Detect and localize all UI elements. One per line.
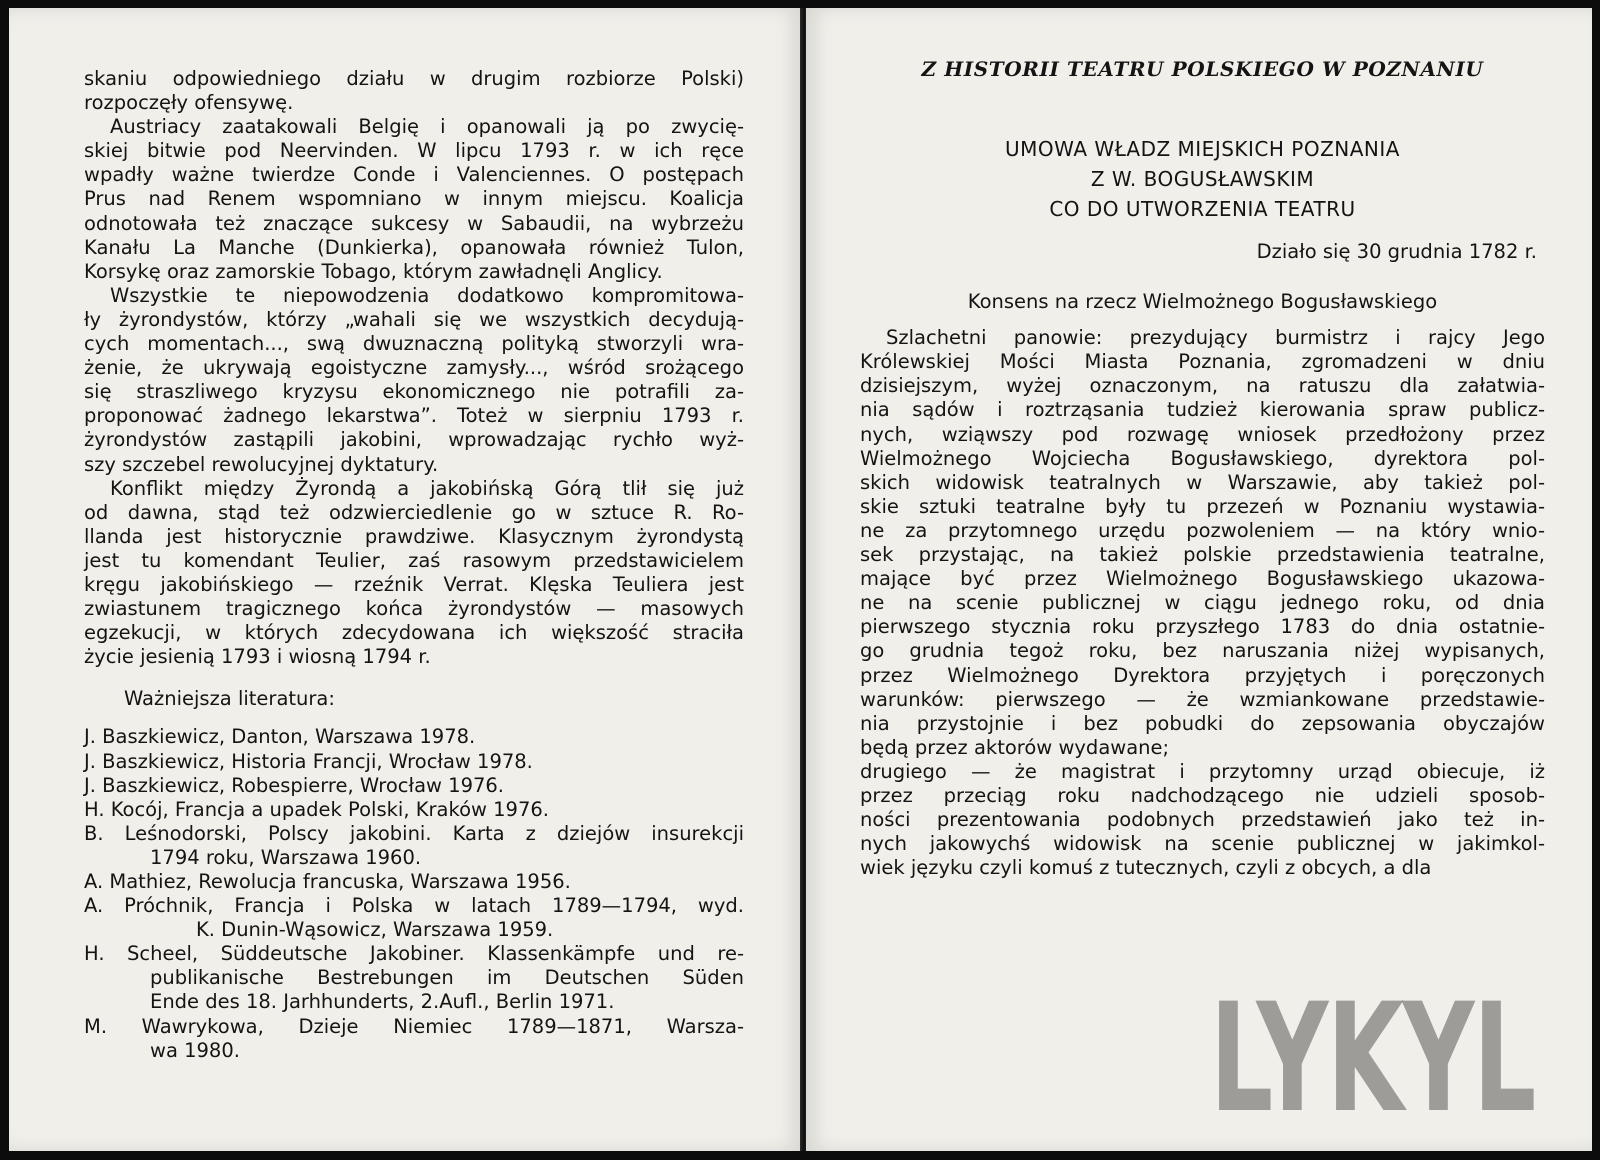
bibliography-entry-continuation: Ende des 18. Jarhhunderts, 2.Aufl., Berlin 1971.	[150, 990, 615, 1014]
text-line: Korsykę oraz zamorskie Tobago, którym zawładnęli Anglicy.	[84, 259, 663, 283]
right-page	[806, 8, 1592, 1151]
bibliography-entry: J. Baszkiewicz, Robespierre, Wrocław 1976.	[84, 773, 504, 797]
bibliography-entry: A. Mathiez, Rewolucja francuska, Warszawa 1956.	[84, 870, 571, 893]
spacer	[84, 711, 744, 725]
text-line: proponować żadnego lekarstwa”. Toteż w sierpniu 1793 r.	[84, 404, 744, 428]
text-line: przez przeciąg roku nadchodzącego nie udzieli sposob-	[860, 783, 1545, 807]
text-line: od dawna, stąd też odzwierciedlenie go w sztuce R. Ro-	[84, 500, 744, 524]
text-line: cych momentach..., swą dwuznaczną polityką stworzyli wra-	[84, 332, 744, 356]
subtitle: Konsens na rzecz Wielmożnego Bogusławskiego	[967, 290, 1438, 314]
right-text-column	[860, 56, 1545, 880]
bibliography-entry: M. Wawrykowa, Dzieje Niemiec 1789—1871, Warsza-	[84, 1014, 744, 1038]
text-line: zwiastunem tragicznego końca żyrondystów — masowych	[84, 597, 744, 621]
bibliography-list	[84, 725, 744, 1062]
text-line: Kanału La Manche (Dunkierka), opanowała również Tulon,	[84, 235, 744, 259]
text-line: nia sądów i roztrząsania tudzież kierowania spraw publicz-	[860, 398, 1545, 422]
bibliography-entry: H. Kocój, Francja a upadek Polski, Kraków 1976.	[84, 797, 549, 821]
text-line: drugiego — że magistrat i przytomny urząd obiecuje, iż	[860, 759, 1545, 783]
text-line: mające być przez Wielmożnego Bogusławskiego ukazowa-	[860, 567, 1545, 591]
text-line: Prus nad Renem wspomniano w innym miejscu. Koalicja	[84, 187, 744, 211]
text-line: llanda jest historycznie prawdziwe. Klasycznym żyrondystą	[84, 524, 744, 548]
text-line: nych, wziąwszy pod rozwagę wniosek przedłożony przez	[860, 422, 1545, 446]
bibliography-entry: A. Próchnik, Francja i Polska w latach 1789—1794, wyd.	[84, 894, 744, 918]
bibliography-entry: J. Baszkiewicz, Danton, Warszawa 1978.	[84, 725, 476, 749]
running-header: Z HISTORII TEATRU POLSKIEGO W POZNANIU	[921, 57, 1484, 81]
text-line: Królewskiej Mości Miasta Poznania, zgromadzeni w dniu	[860, 350, 1545, 374]
bibliography-entry-continuation: 1794 roku, Warszawa 1960.	[150, 845, 422, 869]
text-line: egzekucji, w których zdecydowana ich większość straciła	[84, 621, 744, 645]
literature-heading: Ważniejsza literatura:	[124, 687, 335, 711]
text-line: dzisiejszym, wyżej oznaczonym, na ratuszu dla załatwia-	[860, 374, 1545, 398]
watermark-text: LYKYL	[1210, 972, 1535, 1125]
text-line: skaniu odpowiedniego działu w drugim rozbiorze Polski)	[84, 67, 744, 90]
text-line: ły żyrondystów, którzy „wahali się we wszystkich decydują-	[84, 307, 744, 331]
text-line: skiej bitwie pod Neervinden. W lipcu 1793 r. w ich ręce	[84, 139, 744, 163]
date-line: Działo się 30 grudnia 1782 r.	[1256, 240, 1537, 263]
bibliography-entry-continuation: wa 1980.	[150, 1038, 240, 1062]
text-line: Wielmożnego Wojciecha Bogusławskiego, dyrektora pol-	[860, 446, 1545, 470]
bibliography-entry-continuation: K. Dunin-Wąsowicz, Warszawa 1959.	[196, 918, 554, 942]
spacer	[860, 314, 1545, 326]
left-page	[9, 8, 802, 1151]
text-line: nia przystojnie i bez pobudki do zepsowania obyczajów	[860, 711, 1545, 735]
bibliography-entry: H. Scheel, Süddeutsche Jakobiner. Klassenkämpfe und re-	[84, 942, 744, 966]
text-line: skich widowisk teatralnych w Warszawie, aby takież pol-	[860, 470, 1545, 494]
spacer	[860, 224, 1545, 240]
left-text-column	[84, 67, 744, 1063]
text-line: pierwszego stycznia roku przyszłego 1783 do dnia ostatnie-	[860, 615, 1545, 639]
text-line: Austriacy zaatakowali Belgię i opanowali ją po zwycię-	[110, 115, 744, 139]
text-line: nych jakowychś widowisk na scenie publicznej w jakimkol-	[860, 832, 1545, 856]
text-line: go grudnia tegoż roku, bez naruszania niżej wypisanych,	[860, 639, 1545, 663]
text-line: odnotowała też znaczące sukcesy w Sabaudii, na wybrzeżu	[84, 211, 744, 235]
article-title-line-1: UMOWA WŁADZ MIEJSKICH POZNANIA	[1005, 137, 1400, 161]
text-line: kręgu jakobińskiego — rzeźnik Verrat. Klęska Teuliera jest	[84, 572, 744, 596]
bibliography-entry: J. Baszkiewicz, Historia Francji, Wrocław 1978.	[84, 749, 533, 773]
text-line: przez Wielmożnego Dyrektora przyjętych i poręczonych	[860, 663, 1545, 687]
text-line: warunków: pierwszego — że wzmiankowane przedstawie-	[860, 687, 1545, 711]
article-title-line-2: Z W. BOGUSŁAWSKIM	[1090, 167, 1315, 191]
text-line: ności prezentowania podobnych przedstawień jako też in-	[860, 808, 1545, 832]
text-line: Szlachetni panowie: prezydujący burmistrz i rajcy Jego	[886, 326, 1545, 350]
text-line: ne za przytomnego urzędu pozwoleniem — na który wnio-	[860, 518, 1545, 542]
right-body-text	[860, 326, 1545, 880]
text-line: sek przystając, na takież polskie przedstawienia teatralne,	[860, 543, 1545, 567]
spacer	[860, 264, 1545, 290]
bibliography-entry: B. Leśnodorski, Polscy jakobini. Karta z dziejów insurekcji	[84, 821, 744, 845]
spacer	[84, 669, 744, 687]
text-line: żenie, że ukrywają egoistyczne zamysły..., wśród srożącego	[84, 356, 744, 380]
text-line: będą przez aktorów wydawane;	[860, 735, 1170, 759]
text-line: szy szczebel rewolucyjnej dyktatury.	[84, 452, 439, 476]
text-line: jest tu komendant Teulier, zaś rasowym przedstawicielem	[84, 548, 744, 572]
text-line: rozpoczęły ofensywę.	[84, 91, 294, 115]
bibliography-entry-continuation: publikanische Bestrebungen im Deutschen Süden	[150, 966, 744, 990]
text-line: ne na scenie publicznej w ciągu jednego roku, od dnia	[860, 591, 1545, 615]
article-title-line-3: CO DO UTWORZENIA TEATRU	[1049, 197, 1356, 221]
text-line: Wszystkie te niepowodzenia dodatkowo kompromitowa-	[110, 283, 744, 307]
text-line: Konflikt między Żyrondą a jakobińską Górą tlił się już	[110, 476, 744, 500]
text-line: życie jesienią 1793 i wiosną 1794 r.	[84, 645, 431, 669]
text-line: skie sztuki teatralne były tu przezeń w Poznaniu wystawia-	[860, 494, 1545, 518]
text-line: wiek języku czyli komuś z tutecznych, czyli z obcych, a dla	[860, 856, 1432, 880]
text-line: się straszliwego kryzysu ekonomicznego nie potrafili za-	[84, 380, 744, 404]
text-line: żyrondystów zastąpili jakobini, wprowadzając rychło wyż-	[84, 428, 744, 452]
text-line: wpadły ważne twierdze Conde i Valenciennes. O postępach	[84, 163, 744, 187]
